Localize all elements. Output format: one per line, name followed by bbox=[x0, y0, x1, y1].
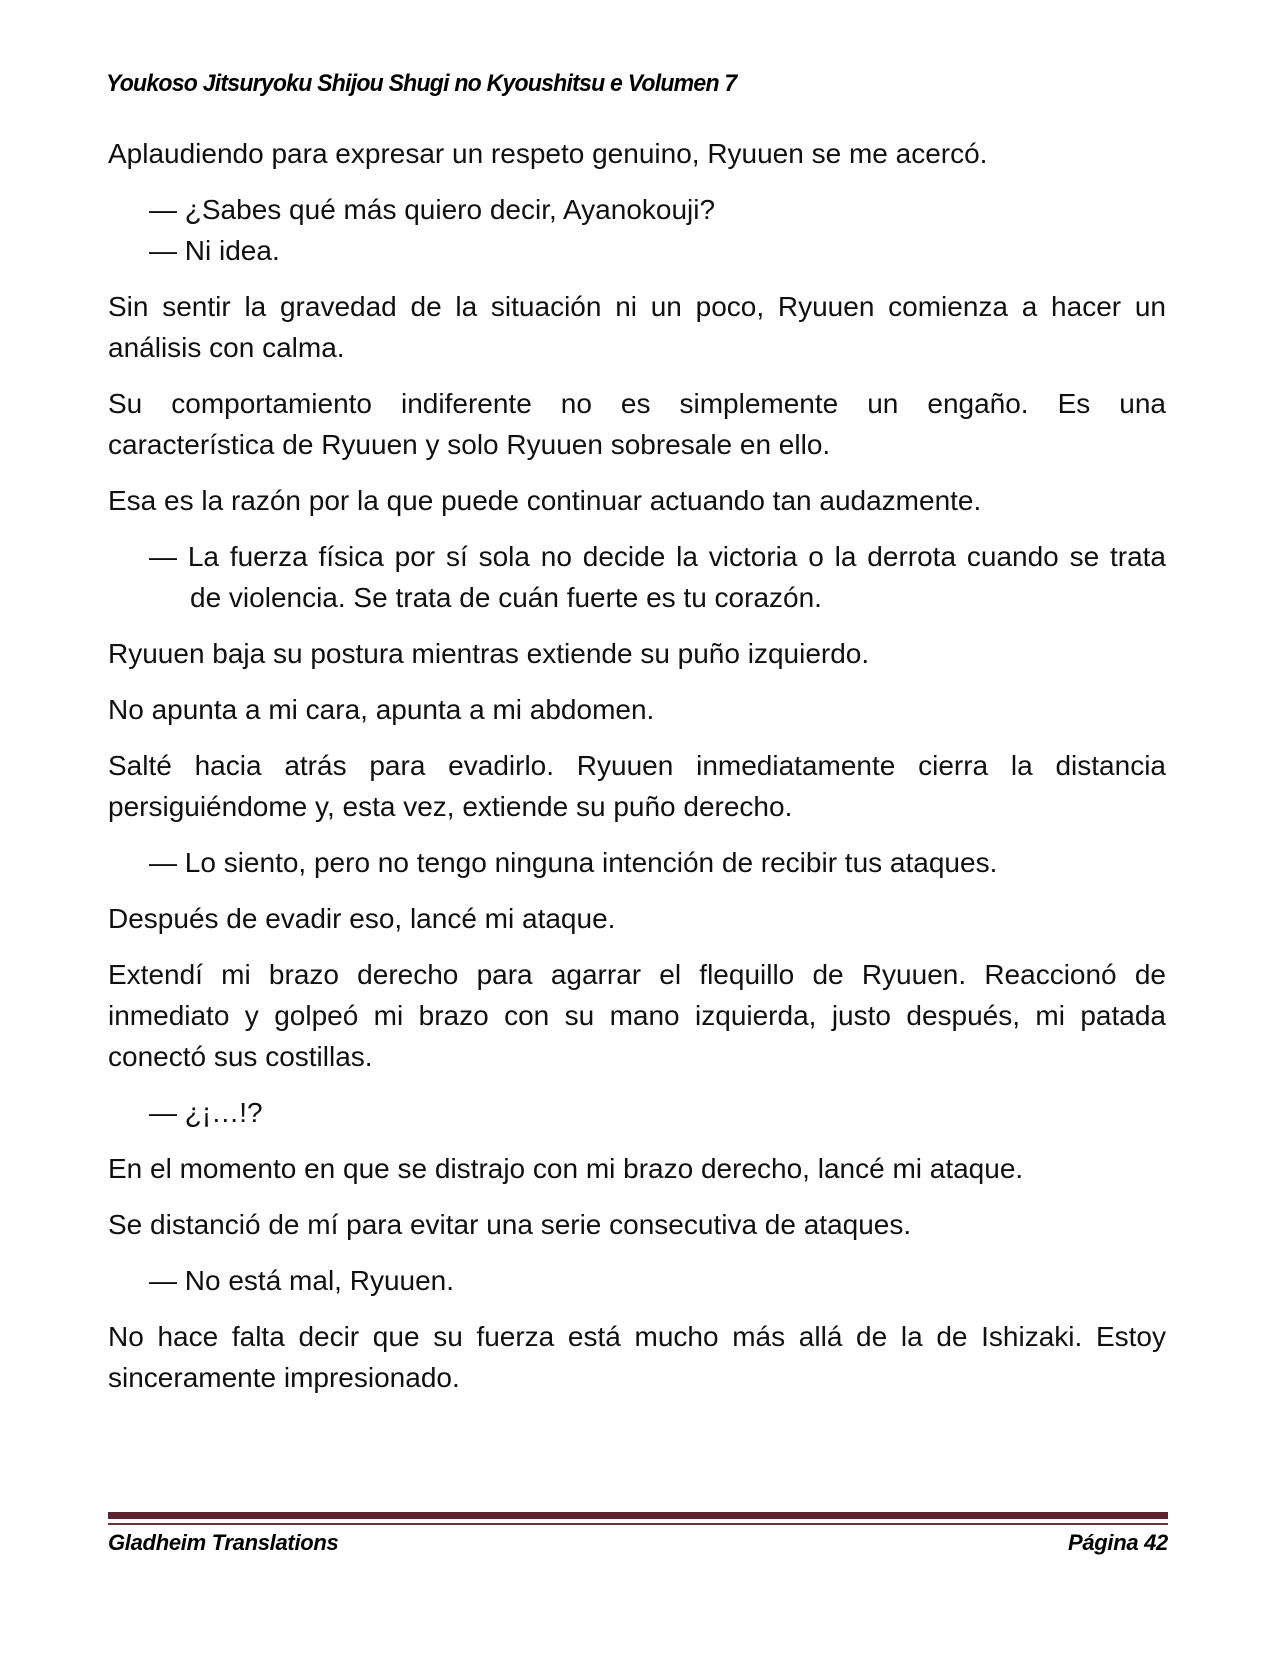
dialogue-paragraph bbox=[108, 536, 1166, 618]
text-line: — ¿¡…!? bbox=[149, 1097, 263, 1128]
paragraph bbox=[108, 383, 1166, 465]
text-line: Aplaudiendo para expresar un respeto genuino, Ryuuen se me acercó. bbox=[108, 138, 988, 169]
paragraph bbox=[108, 954, 1166, 1077]
text-line: En el momento en que se distrajo con mi brazo derecho, lancé mi ataque. bbox=[108, 1153, 1024, 1184]
paragraph bbox=[108, 133, 1166, 174]
text-line: Salté hacia atrás para evadirlo. Ryuuen inmediatamente cierra la distancia bbox=[108, 750, 1166, 781]
paragraph bbox=[108, 286, 1166, 368]
text-line: Sin sentir la gravedad de la situación ni un poco, Ryuuen comienza a hacer un bbox=[108, 291, 1166, 322]
text-line: característica de Ryuuen y solo Ryuuen sobresale en ello. bbox=[108, 429, 831, 460]
text-line: — Ni idea. bbox=[149, 235, 280, 266]
paragraph bbox=[108, 1316, 1166, 1398]
dialogue-paragraph bbox=[108, 230, 1166, 271]
paragraph bbox=[108, 480, 1166, 521]
paragraph bbox=[108, 1148, 1166, 1189]
text-line: Su comportamiento indiferente no es simplemente un engaño. Es una bbox=[108, 388, 1166, 419]
text-line: Ryuuen baja su postura mientras extiende su puño izquierdo. bbox=[108, 638, 870, 669]
page-header-title: Youkoso Jitsuryoku Shijou Shugi no Kyoushitsu e Volumen 7 bbox=[106, 70, 737, 97]
footer-translator: Gladheim Translations bbox=[108, 1530, 339, 1555]
dialogue-paragraph bbox=[108, 1092, 1166, 1133]
text-line: — La fuerza física por sí sola no decide la victoria o la derrota cuando se trata bbox=[149, 541, 1166, 572]
text-line: análisis con calma. bbox=[108, 332, 345, 363]
text-line: conectó sus costillas. bbox=[108, 1041, 373, 1072]
text-line: Después de evadir eso, lancé mi ataque. bbox=[108, 903, 616, 934]
text-line: Extendí mi brazo derecho para agarrar el flequillo de Ryuuen. Reaccionó de bbox=[108, 959, 1166, 990]
text-line: — No está mal, Ryuuen. bbox=[149, 1265, 455, 1296]
paragraph bbox=[108, 745, 1166, 827]
paragraph bbox=[108, 689, 1166, 730]
text-line: inmediato y golpeó mi brazo con su mano izquierda, justo después, mi patada bbox=[108, 1000, 1166, 1031]
paragraph bbox=[108, 1204, 1166, 1245]
text-line: Esa es la razón por la que puede continuar actuando tan audazmente. bbox=[108, 485, 982, 516]
text-line: sinceramente impresionado. bbox=[108, 1362, 460, 1393]
dialogue-paragraph bbox=[108, 1260, 1166, 1301]
text-line: No hace falta decir que su fuerza está mucho más allá de la de Ishizaki. Estoy bbox=[108, 1321, 1166, 1352]
text-line: No apunta a mi cara, apunta a mi abdomen. bbox=[108, 694, 655, 725]
dialogue-paragraph bbox=[108, 842, 1166, 883]
footer-rule bbox=[108, 1512, 1168, 1525]
paragraph bbox=[108, 898, 1166, 939]
footer-page-number: Página 42 bbox=[1067, 1530, 1168, 1555]
text-line: — Lo siento, pero no tengo ninguna intención de recibir tus ataques. bbox=[149, 847, 998, 878]
text-line: persiguiéndome y, esta vez, extiende su puño derecho. bbox=[108, 791, 793, 822]
text-line: de violencia. Se trata de cuán fuerte es tu corazón. bbox=[190, 582, 822, 613]
text-line: — ¿Sabes qué más quiero decir, Ayanokouji? bbox=[149, 194, 716, 225]
paragraph bbox=[108, 633, 1166, 674]
document-body bbox=[108, 133, 1166, 1398]
footer-row bbox=[108, 1530, 1168, 1556]
text-line: Se distanció de mí para evitar una serie consecutiva de ataques. bbox=[108, 1209, 912, 1240]
dialogue-paragraph bbox=[108, 189, 1166, 230]
page-footer bbox=[108, 1512, 1168, 1556]
